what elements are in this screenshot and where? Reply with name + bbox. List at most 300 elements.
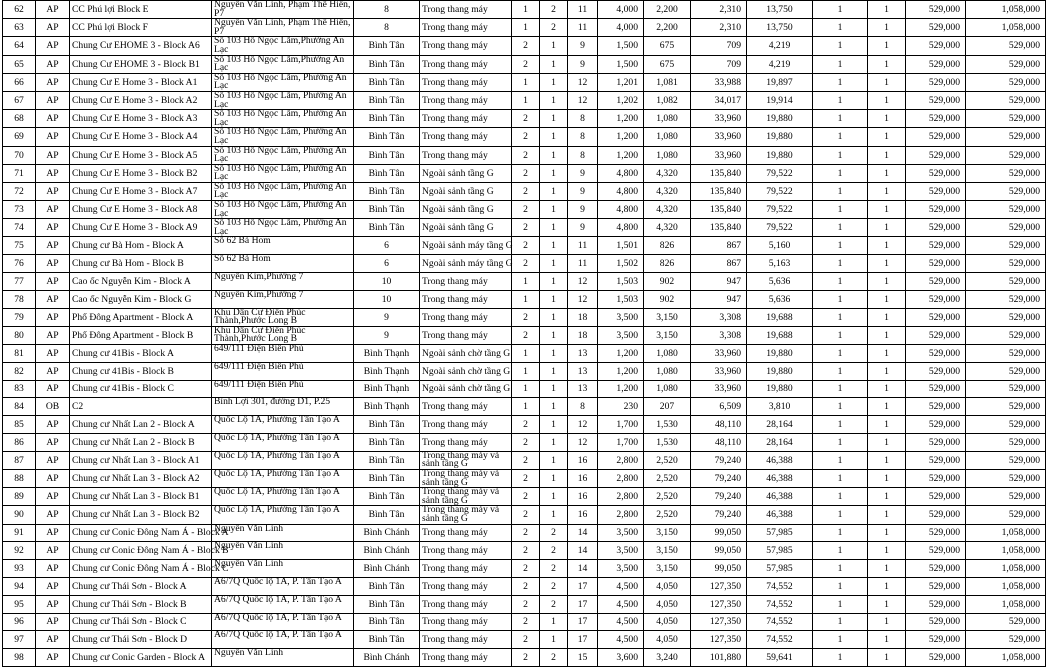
cell-name: Chung Cư E Home 3 - Block A8 (70, 201, 212, 219)
cell-c2: 2 (540, 649, 568, 667)
cell-q2: 1 (868, 416, 906, 434)
cell-n3: 127,350 (691, 631, 747, 649)
cell-n3: 33,960 (691, 110, 747, 128)
cell-name: Chung cư Nhất Lan 3 - Block B1 (70, 488, 212, 506)
cell-c2: 2 (540, 577, 568, 595)
cell-c2: 1 (540, 146, 568, 164)
cell-floors: 17 (568, 613, 598, 631)
cell-n2: 3,240 (644, 649, 691, 667)
cell-addr: Quốc Lộ 1A, Phường Tân Tạo A (212, 451, 354, 469)
cell-floors: 11 (568, 19, 598, 37)
cell-n1: 4,800 (598, 219, 644, 237)
cell-n3: 79,240 (691, 488, 747, 506)
cell-c1: 2 (512, 506, 540, 524)
cell-location: Trong thang máy (420, 273, 512, 291)
cell-n2: 1,080 (644, 146, 691, 164)
cell-district: Bình Tân (354, 595, 420, 613)
cell-n1: 4,800 (598, 182, 644, 200)
cell-c1: 1 (512, 1, 540, 19)
cell-c2: 1 (540, 362, 568, 380)
cell-n4: 19,688 (747, 326, 813, 344)
cell-price: 529,000 (906, 631, 966, 649)
cell-q2: 1 (868, 488, 906, 506)
cell-n4: 13,750 (747, 1, 813, 19)
cell-stt: 73 (3, 201, 36, 219)
cell-stt: 96 (3, 613, 36, 631)
cell-q1: 1 (813, 506, 868, 524)
cell-name: Chung cư Conic Đông Nam Á - Block B (70, 542, 212, 560)
cell-n3: 135,840 (691, 201, 747, 219)
cell-location: Trong thang máy (420, 560, 512, 578)
cell-location: Trong thang máy (420, 524, 512, 542)
cell-total: 1,058,000 (966, 560, 1046, 578)
cell-c2: 1 (540, 237, 568, 255)
cell-type: AP (36, 362, 70, 380)
cell-c1: 1 (512, 380, 540, 398)
cell-c2: 2 (540, 524, 568, 542)
cell-type: AP (36, 488, 70, 506)
cell-stt: 83 (3, 380, 36, 398)
cell-n4: 46,388 (747, 506, 813, 524)
cell-addr: Số 62 Bà Hom (212, 255, 354, 273)
cell-q1: 1 (813, 488, 868, 506)
cell-type: AP (36, 146, 70, 164)
cell-addr: Số 103 Hồ Ngọc Lãm, Phường An Lạc (212, 91, 354, 109)
cell-n3: 135,840 (691, 182, 747, 200)
cell-stt: 91 (3, 524, 36, 542)
cell-type: AP (36, 326, 70, 344)
cell-n4: 19,880 (747, 146, 813, 164)
cell-addr: Nguyễn Văn Linh (212, 649, 354, 667)
cell-type: AP (36, 164, 70, 182)
cell-n1: 4,500 (598, 595, 644, 613)
cell-addr: 649/111 Điện Biên Phủ (212, 380, 354, 398)
cell-q2: 1 (868, 398, 906, 416)
cell-c1: 2 (512, 631, 540, 649)
cell-q2: 1 (868, 164, 906, 182)
cell-q1: 1 (813, 380, 868, 398)
cell-c1: 2 (512, 110, 540, 128)
table-row (3, 201, 1046, 219)
cell-n1: 1,700 (598, 416, 644, 434)
cell-name: Chung Cư E Home 3 - Block A2 (70, 91, 212, 109)
cell-stt: 77 (3, 273, 36, 291)
cell-floors: 14 (568, 560, 598, 578)
cell-n2: 826 (644, 255, 691, 273)
cell-total: 529,000 (966, 398, 1046, 416)
cell-type: AP (36, 37, 70, 55)
cell-c1: 1 (512, 91, 540, 109)
table-row (3, 164, 1046, 182)
cell-c1: 2 (512, 326, 540, 344)
cell-stt: 79 (3, 308, 36, 326)
cell-type: AP (36, 73, 70, 91)
cell-q2: 1 (868, 524, 906, 542)
cell-c1: 1 (512, 362, 540, 380)
cell-n2: 3,150 (644, 326, 691, 344)
table-row (3, 613, 1046, 631)
table-row (3, 488, 1046, 506)
table-row (3, 577, 1046, 595)
cell-floors: 17 (568, 577, 598, 595)
cell-district: 9 (354, 326, 420, 344)
cell-stt: 70 (3, 146, 36, 164)
cell-type: AP (36, 237, 70, 255)
table-body (3, 1, 1046, 667)
cell-q1: 1 (813, 55, 868, 73)
cell-addr: Quốc Lộ 1A, Phường Tân Tạo A (212, 488, 354, 506)
cell-price: 529,000 (906, 560, 966, 578)
cell-price: 529,000 (906, 433, 966, 451)
cell-n1: 2,800 (598, 488, 644, 506)
cell-q1: 1 (813, 613, 868, 631)
cell-n3: 3,308 (691, 326, 747, 344)
cell-addr: A6/7Q Quốc lộ 1A, P. Tân Tạo A (212, 613, 354, 631)
cell-c2: 1 (540, 326, 568, 344)
cell-addr: Nguyễn Văn Linh (212, 560, 354, 578)
cell-c1: 2 (512, 219, 540, 237)
cell-total: 529,000 (966, 128, 1046, 146)
cell-total: 529,000 (966, 255, 1046, 273)
cell-stt: 76 (3, 255, 36, 273)
cell-n3: 947 (691, 273, 747, 291)
cell-c2: 1 (540, 73, 568, 91)
cell-price: 529,000 (906, 19, 966, 37)
cell-n3: 48,110 (691, 433, 747, 451)
cell-n2: 2,520 (644, 488, 691, 506)
cell-type: AP (36, 649, 70, 667)
cell-floors: 18 (568, 326, 598, 344)
cell-type: AP (36, 560, 70, 578)
table-row (3, 433, 1046, 451)
cell-type: AP (36, 110, 70, 128)
cell-district: Bình Tân (354, 631, 420, 649)
cell-n4: 59,641 (747, 649, 813, 667)
cell-district: Bình Tân (354, 110, 420, 128)
cell-type: AP (36, 613, 70, 631)
cell-type: AP (36, 524, 70, 542)
cell-n3: 709 (691, 55, 747, 73)
cell-price: 529,000 (906, 326, 966, 344)
cell-n1: 4,000 (598, 19, 644, 37)
cell-q1: 1 (813, 255, 868, 273)
cell-c1: 1 (512, 19, 540, 37)
cell-addr: Số 103 Hồ Ngọc Lãm, Phường An Lạc (212, 110, 354, 128)
cell-c2: 1 (540, 110, 568, 128)
cell-q1: 1 (813, 201, 868, 219)
cell-floors: 14 (568, 524, 598, 542)
cell-stt: 81 (3, 345, 36, 363)
cell-c2: 1 (540, 613, 568, 631)
cell-total: 529,000 (966, 613, 1046, 631)
cell-district: Bình Tân (354, 469, 420, 487)
cell-c2: 2 (540, 542, 568, 560)
cell-name: Chung cư Bà Hom - Block B (70, 255, 212, 273)
cell-name: CC Phú lợi Block E (70, 1, 212, 19)
cell-addr: 649/111 Điện Biên Phủ (212, 345, 354, 363)
cell-price: 529,000 (906, 290, 966, 308)
cell-location: Ngoài sảnh tầng G (420, 201, 512, 219)
cell-c1: 2 (512, 649, 540, 667)
cell-location: Ngoài sảnh máy tầng G (420, 237, 512, 255)
cell-n4: 19,688 (747, 308, 813, 326)
cell-q2: 1 (868, 219, 906, 237)
cell-price: 529,000 (906, 649, 966, 667)
cell-q1: 1 (813, 182, 868, 200)
cell-location: Trong thang máy (420, 110, 512, 128)
cell-c2: 1 (540, 219, 568, 237)
cell-n2: 1,080 (644, 362, 691, 380)
cell-district: Bình Chánh (354, 649, 420, 667)
cell-addr: Số 103 Hồ Ngọc Lãm, Phường An Lạc (212, 146, 354, 164)
table-row (3, 128, 1046, 146)
cell-name: Chung cư 41Bis - Block B (70, 362, 212, 380)
cell-district: Bình Tân (354, 577, 420, 595)
cell-n4: 46,388 (747, 451, 813, 469)
cell-stt: 72 (3, 182, 36, 200)
table-row (3, 37, 1046, 55)
table-row (3, 380, 1046, 398)
cell-name: Chung cư Nhất Lan 2 - Block B (70, 433, 212, 451)
cell-location: Ngoài sảnh tầng G (420, 219, 512, 237)
cell-stt: 71 (3, 164, 36, 182)
cell-location: Ngoài sảnh chờ tầng G (420, 380, 512, 398)
cell-q2: 1 (868, 37, 906, 55)
table-row (3, 469, 1046, 487)
cell-c1: 2 (512, 560, 540, 578)
cell-name: Chung Cư E Home 3 - Block A4 (70, 128, 212, 146)
cell-total: 529,000 (966, 290, 1046, 308)
cell-c1: 2 (512, 488, 540, 506)
cell-name: Chung Cư E Home 3 - Block B2 (70, 164, 212, 182)
cell-n2: 207 (644, 398, 691, 416)
cell-q2: 1 (868, 326, 906, 344)
cell-n4: 57,985 (747, 542, 813, 560)
cell-total: 529,000 (966, 91, 1046, 109)
cell-price: 529,000 (906, 219, 966, 237)
table-row (3, 506, 1046, 524)
cell-name: CC Phú lợi Block F (70, 19, 212, 37)
cell-addr: Nguyễn Văn Linh, Phạm Thế Hiển, P7 (212, 19, 354, 37)
cell-price: 529,000 (906, 488, 966, 506)
table-row (3, 237, 1046, 255)
cell-name: Chung cư Nhất Lan 3 - Block A2 (70, 469, 212, 487)
cell-c1: 1 (512, 273, 540, 291)
cell-total: 529,000 (966, 273, 1046, 291)
cell-c2: 1 (540, 182, 568, 200)
cell-name: Chung cư Thái Sơn - Block C (70, 613, 212, 631)
cell-location: Ngoài sảnh chờ tầng G (420, 345, 512, 363)
cell-price: 529,000 (906, 416, 966, 434)
cell-total: 529,000 (966, 506, 1046, 524)
cell-n4: 19,880 (747, 128, 813, 146)
cell-n4: 19,914 (747, 91, 813, 109)
cell-n4: 5,636 (747, 273, 813, 291)
cell-n2: 1,080 (644, 128, 691, 146)
cell-floors: 17 (568, 631, 598, 649)
table-row (3, 524, 1046, 542)
cell-name: Chung cư Nhất Lan 3 - Block A1 (70, 451, 212, 469)
cell-n3: 135,840 (691, 164, 747, 182)
cell-n4: 46,388 (747, 469, 813, 487)
cell-addr: A6/7Q Quốc lộ 1A, P. Tân Tạo A (212, 595, 354, 613)
cell-location: Trong thang máy (420, 128, 512, 146)
cell-district: Bình Tân (354, 164, 420, 182)
cell-type: AP (36, 128, 70, 146)
cell-district: Bình Tân (354, 613, 420, 631)
cell-n3: 79,240 (691, 469, 747, 487)
cell-n2: 2,200 (644, 1, 691, 19)
cell-q2: 1 (868, 595, 906, 613)
table-row (3, 451, 1046, 469)
cell-c1: 2 (512, 469, 540, 487)
cell-n2: 1,081 (644, 73, 691, 91)
cell-n3: 33,988 (691, 73, 747, 91)
cell-name: Chung cư Thái Sơn - Block B (70, 595, 212, 613)
cell-price: 529,000 (906, 380, 966, 398)
cell-c1: 2 (512, 595, 540, 613)
table-row (3, 308, 1046, 326)
cell-c1: 1 (512, 73, 540, 91)
cell-q2: 1 (868, 1, 906, 19)
cell-n2: 4,320 (644, 164, 691, 182)
cell-n1: 3,500 (598, 326, 644, 344)
cell-name: Chung cư Conic Đông Nam Á - Block C (70, 560, 212, 578)
cell-total: 529,000 (966, 362, 1046, 380)
cell-stt: 89 (3, 488, 36, 506)
cell-n2: 1,080 (644, 380, 691, 398)
cell-n2: 3,150 (644, 308, 691, 326)
cell-c2: 1 (540, 631, 568, 649)
cell-stt: 62 (3, 1, 36, 19)
cell-addr: Quốc Lộ 1A, Phường Tân Tạo A (212, 433, 354, 451)
cell-n1: 3,500 (598, 542, 644, 560)
cell-location: Trong thang máy (420, 542, 512, 560)
cell-n1: 3,500 (598, 308, 644, 326)
cell-location: Trong thang máy (420, 631, 512, 649)
cell-n4: 19,880 (747, 362, 813, 380)
cell-n1: 4,500 (598, 613, 644, 631)
cell-n2: 902 (644, 290, 691, 308)
cell-q1: 1 (813, 237, 868, 255)
cell-n1: 1,200 (598, 345, 644, 363)
cell-n4: 5,160 (747, 237, 813, 255)
cell-price: 529,000 (906, 362, 966, 380)
cell-name: Chung cư 41Bis - Block A (70, 345, 212, 363)
cell-addr: A6/7Q Quốc lộ 1A, P. Tân Tạo A (212, 631, 354, 649)
cell-district: Bình Tân (354, 416, 420, 434)
cell-q1: 1 (813, 19, 868, 37)
cell-stt: 90 (3, 506, 36, 524)
cell-c1: 2 (512, 416, 540, 434)
cell-q1: 1 (813, 290, 868, 308)
cell-n3: 2,310 (691, 1, 747, 19)
cell-total: 529,000 (966, 237, 1046, 255)
table-row (3, 255, 1046, 273)
cell-n1: 1,503 (598, 273, 644, 291)
cell-name: Chung Cư E Home 3 - Block A1 (70, 73, 212, 91)
cell-q1: 1 (813, 128, 868, 146)
cell-n1: 4,000 (598, 1, 644, 19)
cell-district: 8 (354, 1, 420, 19)
cell-addr: Bình Lợi 301, đường D1, P.25 (212, 398, 354, 416)
cell-addr: Nguyễn Văn Linh, Phạm Thế Hiển, P7 (212, 1, 354, 19)
cell-total: 529,000 (966, 416, 1046, 434)
cell-n1: 2,800 (598, 451, 644, 469)
cell-c1: 2 (512, 146, 540, 164)
cell-q1: 1 (813, 345, 868, 363)
cell-total: 1,058,000 (966, 542, 1046, 560)
cell-q2: 1 (868, 19, 906, 37)
cell-name: Chung cư 41Bis - Block C (70, 380, 212, 398)
cell-district: 6 (354, 255, 420, 273)
cell-n1: 1,501 (598, 237, 644, 255)
cell-floors: 13 (568, 345, 598, 363)
cell-district: Bình Tân (354, 55, 420, 73)
cell-n4: 74,552 (747, 577, 813, 595)
cell-c1: 2 (512, 308, 540, 326)
cell-total: 529,000 (966, 110, 1046, 128)
cell-n3: 33,960 (691, 146, 747, 164)
cell-q1: 1 (813, 273, 868, 291)
cell-name: Chung cư Thái Sơn - Block D (70, 631, 212, 649)
cell-floors: 15 (568, 649, 598, 667)
cell-stt: 92 (3, 542, 36, 560)
table-row (3, 110, 1046, 128)
cell-addr: Số 62 Bà Hom (212, 237, 354, 255)
cell-stt: 67 (3, 91, 36, 109)
cell-name: Phố Đông Apartment - Block B (70, 326, 212, 344)
cell-total: 529,000 (966, 308, 1046, 326)
cell-stt: 65 (3, 55, 36, 73)
cell-floors: 9 (568, 164, 598, 182)
cell-type: AP (36, 55, 70, 73)
cell-location: Trong thang máy (420, 37, 512, 55)
cell-stt: 95 (3, 595, 36, 613)
cell-district: Bình Tân (354, 91, 420, 109)
cell-name: Chung cư Nhất Lan 2 - Block A (70, 416, 212, 434)
cell-price: 529,000 (906, 237, 966, 255)
cell-addr: Quốc Lộ 1A, Phường Tân Tạo A (212, 416, 354, 434)
cell-stt: 97 (3, 631, 36, 649)
cell-n4: 79,522 (747, 164, 813, 182)
cell-n2: 4,050 (644, 577, 691, 595)
cell-c1: 1 (512, 398, 540, 416)
cell-district: 8 (354, 19, 420, 37)
cell-q2: 1 (868, 451, 906, 469)
table-row (3, 416, 1046, 434)
cell-name: Chung cư Nhất Lan 3 - Block B2 (70, 506, 212, 524)
cell-n2: 4,050 (644, 595, 691, 613)
cell-q2: 1 (868, 649, 906, 667)
cell-floors: 12 (568, 273, 598, 291)
cell-q1: 1 (813, 560, 868, 578)
cell-stt: 98 (3, 649, 36, 667)
cell-q2: 1 (868, 110, 906, 128)
cell-district: Bình Tân (354, 506, 420, 524)
cell-n4: 19,897 (747, 73, 813, 91)
cell-floors: 11 (568, 255, 598, 273)
cell-n4: 28,164 (747, 416, 813, 434)
table-row (3, 326, 1046, 344)
cell-total: 529,000 (966, 219, 1046, 237)
cell-total: 1,058,000 (966, 1, 1046, 19)
cell-c1: 2 (512, 613, 540, 631)
cell-n4: 5,163 (747, 255, 813, 273)
cell-n1: 4,500 (598, 577, 644, 595)
cell-price: 529,000 (906, 577, 966, 595)
cell-q2: 1 (868, 146, 906, 164)
